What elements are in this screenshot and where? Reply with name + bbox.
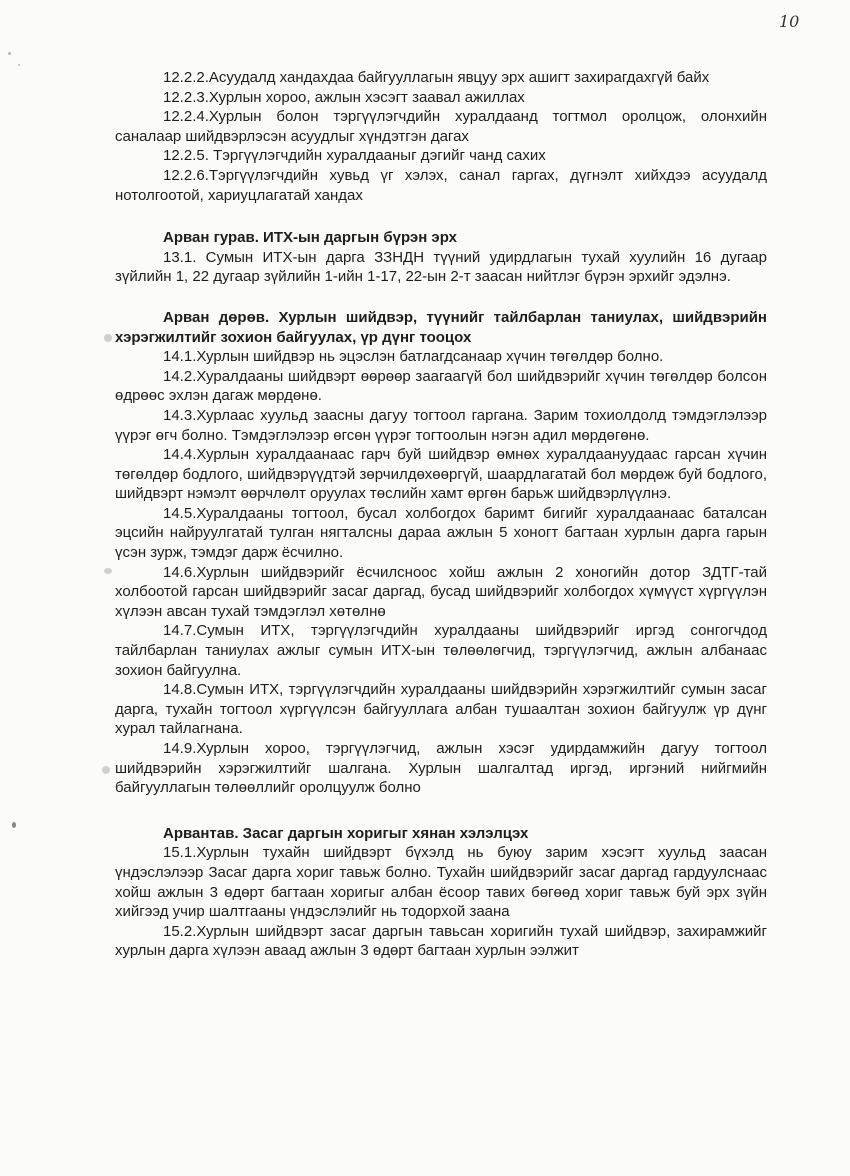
paragraph-14-1: 14.1.Хурлын шийдвэр нь эцэслэн батлагдсанаар хүчин төгөлдөр болно.	[163, 348, 664, 366]
paragraph-14-8: 14.8.Сумын ИТХ, тэргүүлэгчдийн хуралдааны шийдвэрийн хэрэгжилтийг сумын засаг дарга, тухайн тогтоол хүргүүлсэн байгууллага албан тушаалтан зохион байгуулж үр дүнг хурал тайлагнана.	[115, 681, 767, 738]
paragraph-14-5: 14.5.Хуралдааны тогтоол, бусал холбогдох баримт бигийг хуралдаанаас баталсан эцсийн найруулгатай тулган нягталсны дараа ажлын 5 хоногт багтаан хурлын дарга гарын үсэн зурж, тэмдэг дарж ёсчилно.	[115, 504, 767, 562]
document-body	[115, 68, 767, 961]
scan-speck	[18, 64, 20, 66]
scan-speck	[102, 766, 110, 774]
scan-speck	[104, 334, 112, 342]
paragraph-15-1: 15.1.Хурлын тухайн шийдвэрт бүхэлд нь буюу зарим хэсэгт хуульд заасан үндэслэлээр Засаг дарга хориг тавьж болно. Тухайн шийдвэрийг засаг даргад гардуулснаас хойш ажлын 3 өдөрт багтаан хоригыг албан ёсоор тавих бөгөөд хориг тавьж буй эрх зүйн хийгээд учир шалтгааны үндэслэлийг нь тодорхой заана	[115, 844, 767, 921]
section-13-heading: Арван гурав. ИТХ-ын даргын бүрэн эрх	[163, 229, 458, 247]
paragraph-14-2: 14.2.Хуралдааны шийдвэрт өөрөөр заагаагүй бол шийдвэрийг хүчин төгөлдөр болсон өдрөөс эхлэн дагаж мөрдөнө.	[115, 367, 767, 405]
paragraph-15-2: 15.2.Хурлын шийдвэрт засаг даргын тавьсан хоригийн тухай шийдвэр, захирамжийг хурлын дарга хүлээн аваад ажлын 3 өдөрт багтаан хурлын ээлжит	[115, 922, 767, 960]
paragraph-14-4: 14.4.Хурлын хуралдаанаас гарч буй шийдвэр өмнөх хуралдаануудаас гарсан хүчин төгөлдөр бодлого, шийдвэрүүдтэй зөрчилдөхөөргүй, шаардлагатай бол мөрдөж буй бодлого, шийдвэрт нэмэлт өөрчлөлт оруулах төслийн хамт өргөн барьж шийдвэрлүүлнэ.	[115, 446, 767, 503]
scan-speck	[12, 822, 16, 828]
paragraph-14-9: 14.9.Хурлын хороо, тэргүүлэгчид, ажлын хэсэг удирдамжийн дагуу тогтоол шийдвэрийн хэрэгжилтийг шалгана. Хурлын шалгалтад иргэд, иргэний нийгмийн байгууллагын төлөөллийг оролцуулж болно	[115, 740, 767, 797]
paragraph-12-2-3: 12.2.3.Хурлын хороо, ажлын хэсэгт заавал ажиллах	[163, 88, 525, 106]
paragraph-14-7: 14.7.Сумын ИТХ, тэргүүлэгчдийн хуралдааны шийдвэрийг иргэд сонгогчдод тайлбарлан таниулах ажлыг сумын ИТХ-ын төлөөлөгчид, тэргүүлэгчид, ажлын албанаас зохион байгуулна.	[115, 622, 767, 679]
paragraph-14-6: 14.6.Хурлын шийдвэрийг ёсчилсноос хойш ажлын 2 хоногийн дотор ЗДТГ-тай холбоотой гарсан шийдвэрийг засаг даргад, бусад шийдвэрийг холбогдох хүмүүст хүргүүлэн хүлээн авсан тухай тэмдэглэл хөтөлнө	[115, 563, 767, 620]
section-14-heading: Арван дөрөв. Хурлын шийдвэр, түүнийг тайлбарлан таниулах, шийдвэрийн хэрэгжилтийг зохион байгуулах, үр дүнг тооцох	[115, 308, 767, 346]
paragraph-12-2-6: 12.2.6.Тэргүүлэгчдийн хувьд үг хэлэх, санал гаргах, дүгнэлт хийхдээ асуудалд нотолгоотой, хариуцлагатай хандах	[115, 166, 767, 204]
paragraph-12-2-2: 12.2.2.Асуудалд хандахдаа байгууллагын явцуу эрх ашигт захирагдахгүй байх	[163, 69, 710, 86]
scan-speck	[104, 568, 112, 574]
paragraph-12-2-5: 12.2.5. Тэргүүлэгчдийн хуралдааныг дэгийг чанд сахих	[163, 147, 546, 165]
page-number: 10	[779, 12, 800, 31]
paragraph-14-3: 14.3.Хурлаас хуульд заасны дагуу тогтоол гаргана. Зарим тохиолдолд тэмдэглэлээр үүрэг өгч болно. Тэмдэглэлээр өгсөн үүрэг тогтоолын нэгэн адил мөрдөгөнө.	[115, 406, 767, 444]
paragraph-13-1: 13.1. Сумын ИТХ-ын дарга ЗЗНДН түүний удирдлагын тухай хуулийн 16 дугаар зүйлийн 1, 22 дугаар зүйлийн 1-ийн 1-17, 22-ын 2-т заасан нийтлэг бүрэн эрхийг эдэлнэ.	[115, 248, 767, 286]
scan-speck	[8, 52, 11, 55]
paragraph-12-2-4: 12.2.4.Хурлын болон тэргүүлэгчдийн хуралдаанд тогтмол оролцож, олонхийн саналаар шийдвэрлэсэн асуудлыг хүндэтгэн дагах	[115, 108, 767, 145]
section-15-heading: Арвантав. Засаг даргын хоригыг хянан хэлэлцэх	[163, 824, 529, 842]
